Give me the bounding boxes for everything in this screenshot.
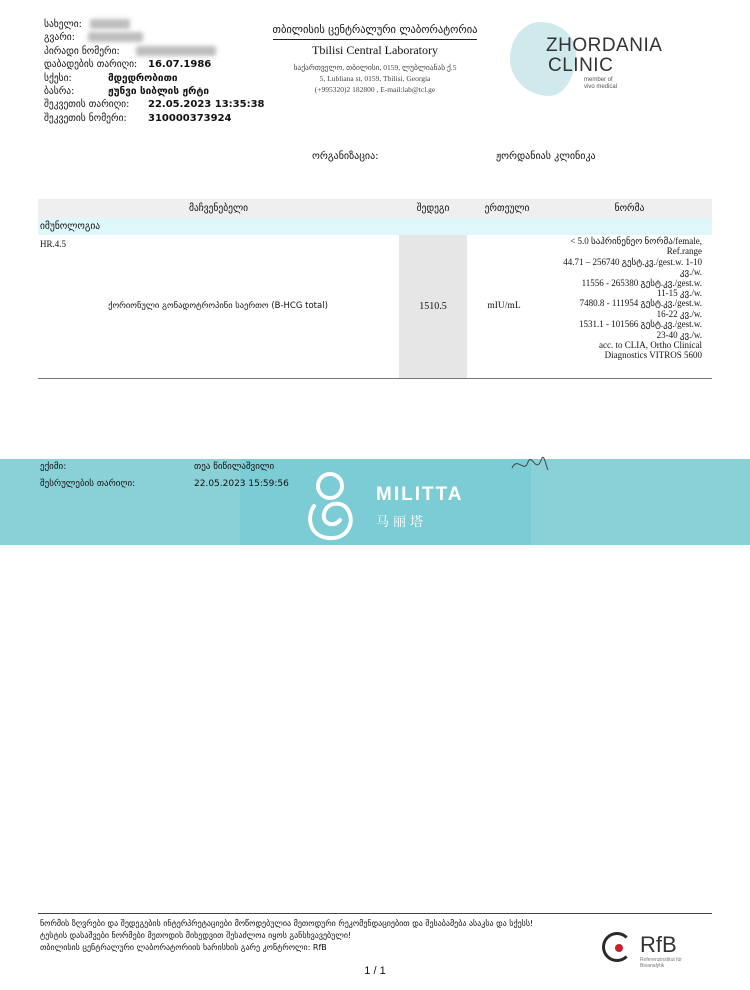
organization-label: ორგანიზაცია:	[312, 151, 379, 162]
norm-line: 44.71 – 256740 გესტ.კვ./gest.w. 1-10	[563, 256, 702, 267]
watermark-logo-icon	[300, 466, 360, 542]
patient-dob-value: 16.07.1986	[148, 59, 212, 71]
rfb-sub: Referenzinstitut für Bioanalytik	[640, 957, 682, 969]
watermark-subtitle: 马丽塔	[376, 515, 428, 530]
norm-line: 16-22 კვ./w.	[656, 308, 702, 319]
section-immunology: იმუნოლოგია	[38, 218, 712, 235]
lab-header	[250, 20, 500, 95]
patient-dob-label: დაბადების თარიღი:	[44, 59, 138, 71]
footer-line: ნორმის ზღვრები და შედეგების ინტერპრეტაციები მოწოდებულია მეთოდური რეკომენდაციებით და შესაბამება ასაკსა და სქესს!	[40, 919, 534, 928]
performed-date-value: 22.05.2023 15:59:56	[194, 479, 289, 489]
norm-line: 23-40 კვ./w.	[656, 329, 702, 340]
test-result: 1510.5	[419, 301, 447, 312]
reference-range	[512, 236, 702, 361]
redacted-name	[90, 19, 130, 29]
norm-line: 7480.8 - 111954 გესტ.კვ./gest.w.	[579, 298, 702, 309]
norm-line: Ref.range	[666, 246, 702, 257]
norm-line: < 5.0 საჰრინენეო ნორმა/female,	[570, 236, 702, 246]
norm-line: 1531.1 - 101566 გესტ.კვ./gest.w.	[578, 319, 702, 330]
order-date-label: შეკვეთის თარიღი:	[44, 99, 130, 111]
order-number-row	[44, 112, 265, 125]
logo-sub	[584, 77, 617, 91]
performed-date-row	[40, 476, 289, 493]
lab-address	[250, 62, 500, 95]
patient-name-row	[44, 18, 265, 31]
lab-address-ka: საქართველო, თბილისი, 0159, ლუბლიანას ქ.5	[293, 63, 457, 72]
logo-line2: CLINIC	[548, 55, 614, 76]
patient-sex-label: სქესი:	[44, 72, 72, 84]
footer-line: თბილისის ცენტრალური ლაბორატორიის ხარისხის გარე კონტროლი: RfB	[40, 943, 327, 952]
test-unit: mIU/mL	[487, 301, 521, 311]
logo-sub2: vivo medical	[584, 84, 618, 90]
patient-sex-row	[44, 72, 265, 85]
rfb-label: RfB	[640, 932, 677, 957]
redacted-id	[136, 46, 216, 56]
patient-id-row	[44, 45, 265, 58]
order-number-value: 310000373924	[148, 112, 232, 124]
patient-branch-label: ბასრა:	[44, 86, 75, 98]
order-number-label: შეკვეთის ნომერი:	[44, 112, 127, 124]
footer-divider	[38, 913, 712, 914]
header-result: შედეგი	[416, 203, 450, 214]
header-unit: ერთეული	[484, 203, 530, 214]
patient-sex-value: მდედრობითი	[108, 72, 178, 84]
footer-line: ტესტის დასაშვები ნორმები მეთოდის მიხედვით შესაძლოა იყოს განსხვავებული!	[40, 931, 352, 940]
lab-title-ka: თბილისის ცენტრალური ლაბორატორია	[273, 24, 478, 40]
table-row	[38, 235, 712, 379]
signature-block	[40, 459, 289, 493]
patient-branch-value: ჟუნვი სიბლის ჟრტი	[108, 86, 209, 98]
rfb-dot-icon	[615, 944, 623, 952]
patient-surname-row	[44, 31, 265, 44]
lab-contact: (+995320)2 182800 , E-mail:lab@tcl.ge	[314, 85, 436, 94]
clinic-logo	[508, 22, 668, 100]
results-table	[38, 199, 712, 379]
footer-notes	[40, 918, 533, 954]
doctor-label: ექიმი:	[40, 462, 67, 472]
patient-id-label: პირადი ნომერი:	[44, 45, 120, 57]
doctor-row	[40, 459, 289, 476]
header-indicator: მაჩვენებელი	[188, 203, 248, 214]
doctor-value: თეა წიწილაშვილი	[194, 462, 275, 472]
order-date-value: 22.05.2023 13:35:38	[148, 99, 265, 111]
redacted-surname	[88, 32, 143, 42]
page-number: 1 / 1	[364, 965, 386, 977]
test-code: HR.4.5	[40, 239, 67, 249]
table-header	[38, 199, 712, 218]
patient-info	[44, 18, 265, 125]
patient-surname-label: გვარი:	[44, 32, 75, 44]
patient-dob-row	[44, 58, 265, 71]
header-norm: ნორმა	[614, 203, 645, 214]
performed-date-label: შესრულების თარიღი:	[40, 479, 136, 489]
lab-address-en: 5, Lubliana st, 0159, Tbilisi, Georgia	[319, 74, 431, 83]
norm-line: Diagnostics VITROS 5600	[604, 350, 702, 361]
norm-line: კვ./w.	[679, 267, 702, 278]
organization-value: ჟორდანიას კლინიკა	[496, 151, 596, 162]
signature-scribble	[508, 450, 550, 480]
order-date-row	[44, 98, 265, 111]
test-name: ქორიონული გონადოტროპინი საერთო (B-HCG total)	[108, 301, 328, 311]
logo-line1: ZHORDANIA	[546, 35, 663, 56]
logo-sub1: member of	[584, 77, 613, 83]
watermark-title: MILITTA	[376, 484, 464, 505]
norm-line: acc. to CLIA, Ortho Clinical	[599, 340, 702, 351]
norm-line: 11556 - 265380 გესტ.კვ./gest.w.	[581, 277, 702, 288]
patient-branch-row	[44, 85, 265, 98]
norm-line: 11-15 კვ./w.	[656, 288, 702, 299]
patient-name-label: სახელი:	[44, 19, 82, 30]
lab-title-en: Tbilisi Central Laboratory	[312, 43, 438, 57]
